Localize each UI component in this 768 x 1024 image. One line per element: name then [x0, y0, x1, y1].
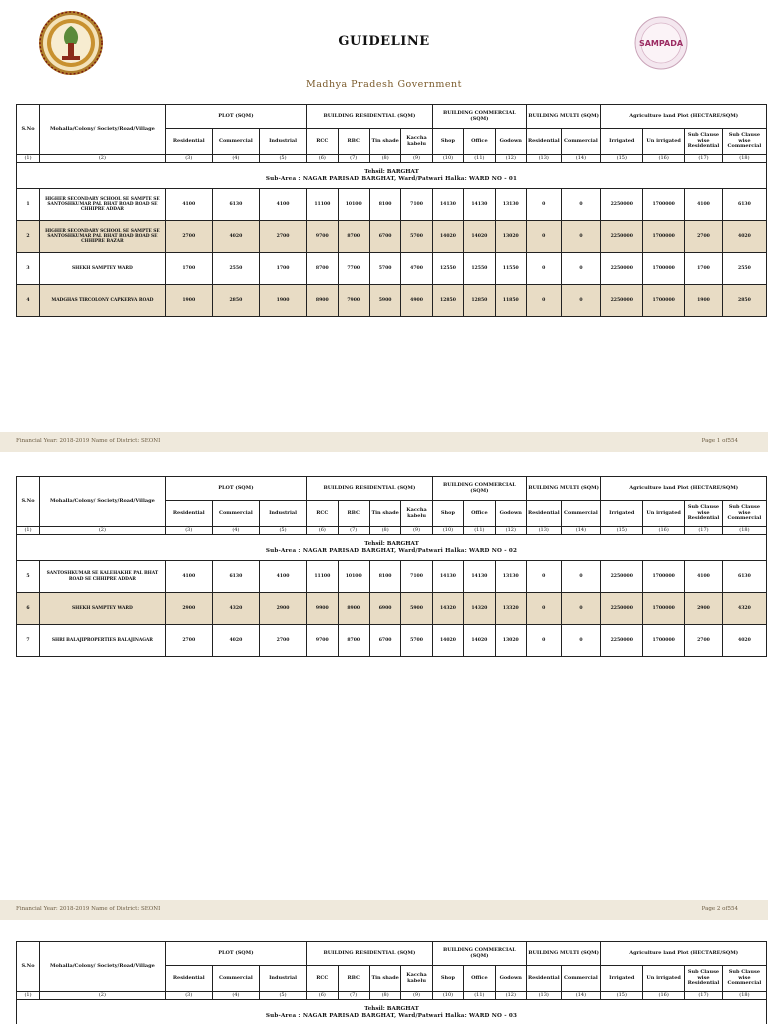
col-group-residential: BUILDING RESIDENTIAL (SQM) [307, 942, 433, 966]
row-rate: 12550 [464, 253, 495, 285]
col-header-sub: RBC [338, 501, 369, 527]
col-header-sub: Kaccha kabelu [401, 501, 432, 527]
row-rate: 13020 [495, 221, 526, 253]
row-locality: SANTOSHKUMAR SE KALEHAKHE PAL BHAT ROAD SE CHHIPRE ADDAR [40, 561, 166, 593]
page-title: GUIDELINE [338, 34, 430, 49]
col-header-sub: Residential [165, 501, 212, 527]
col-header-sub: Irrigated [601, 501, 643, 527]
row-rate: 4320 [212, 593, 259, 625]
row-rate: 10100 [338, 189, 369, 221]
col-number: (13) [526, 155, 561, 163]
row-rate: 14020 [432, 625, 463, 657]
col-header-sub: Residential [526, 129, 561, 155]
col-header-locality: Mohalla/Colony/ Society/Road/Village [40, 942, 166, 992]
col-number: (16) [643, 992, 685, 1000]
row-rate: 4320 [722, 593, 766, 625]
col-number: (3) [165, 992, 212, 1000]
col-number: (3) [165, 155, 212, 163]
row-rate: 5900 [369, 285, 400, 317]
col-number: (5) [259, 527, 306, 535]
col-number: (16) [643, 527, 685, 535]
row-sno: 6 [17, 593, 40, 625]
row-rate: 12850 [432, 285, 463, 317]
row-rate: 0 [561, 561, 601, 593]
col-number: (6) [307, 992, 338, 1000]
tehsil-label: Tehsil: BARGHAT [364, 541, 419, 548]
col-header-sub: Godown [495, 966, 526, 992]
row-rate: 0 [526, 253, 561, 285]
col-number: (8) [369, 155, 400, 163]
section-heading [17, 1000, 767, 1024]
row-rate: 2700 [685, 221, 723, 253]
col-header-sub: Commercial [212, 129, 259, 155]
col-header-sub: Shop [432, 129, 463, 155]
section-heading [17, 535, 767, 561]
guideline-table [16, 476, 767, 657]
col-header-sub: Tin shade [369, 966, 400, 992]
row-rate: 14020 [432, 221, 463, 253]
guideline-table [16, 104, 767, 317]
row-rate: 2700 [165, 221, 212, 253]
row-rate: 1700000 [643, 593, 685, 625]
row-rate: 2250000 [601, 561, 643, 593]
row-rate: 8700 [338, 625, 369, 657]
row-rate: 1900 [685, 285, 723, 317]
row-rate: 2850 [722, 285, 766, 317]
row-rate: 14320 [432, 593, 463, 625]
row-rate: 14130 [464, 561, 495, 593]
row-rate: 1700000 [643, 221, 685, 253]
col-number: (5) [259, 992, 306, 1000]
col-group-commercial: BUILDING COMMERCIAL (SQM) [432, 477, 526, 501]
row-rate: 2900 [259, 593, 306, 625]
row-rate: 0 [561, 253, 601, 285]
page-subtitle: Madhya Pradesh Government [306, 79, 462, 90]
table-row [17, 221, 767, 253]
col-header-sub: Godown [495, 129, 526, 155]
col-number: (12) [495, 155, 526, 163]
row-rate: 14130 [464, 189, 495, 221]
row-rate: 0 [526, 221, 561, 253]
row-rate: 6130 [212, 561, 259, 593]
col-header-sub: RCC [307, 129, 338, 155]
col-header-sub: Irrigated [601, 129, 643, 155]
row-rate: 0 [561, 625, 601, 657]
col-header-sub: Shop [432, 501, 463, 527]
col-header-sub: Office [464, 129, 495, 155]
table-row [17, 625, 767, 657]
row-sno: 5 [17, 561, 40, 593]
col-group-multi: BUILDING MULTI (SQM) [526, 105, 600, 129]
col-group-plot: PLOT (SQM) [165, 477, 306, 501]
section-heading [17, 163, 767, 189]
row-rate: 0 [526, 285, 561, 317]
row-rate: 9900 [307, 593, 338, 625]
col-group-commercial: BUILDING COMMERCIAL (SQM) [432, 105, 526, 129]
row-rate: 2900 [165, 593, 212, 625]
col-header-sub: Tin shade [369, 129, 400, 155]
row-sno: 2 [17, 221, 40, 253]
col-header-locality: Mohalla/Colony/ Society/Road/Village [40, 105, 166, 155]
row-rate: 4700 [401, 253, 432, 285]
subarea-label: Sub-Area : NAGAR PARISAD BARGHAT, Ward/Patwari Halka: WARD NO - 03 [265, 1012, 518, 1019]
col-number: (1) [17, 992, 40, 1000]
col-group-agri: Agriculture land Plot (HECTARE/SQM) [601, 477, 767, 501]
row-rate: 13320 [495, 593, 526, 625]
col-number: (9) [401, 992, 432, 1000]
page-header [0, 0, 768, 100]
col-header-sub: Irrigated [601, 966, 643, 992]
col-header-sub: Sub Clause wise Residential [685, 501, 723, 527]
col-number: (14) [561, 155, 601, 163]
row-rate: 6900 [369, 593, 400, 625]
row-locality: HIGHER SECONDARY SCHOOL SE SAMPTE SE SANTOSHKUMAR PAL BHAT ROAD ROAD SE CHHIPRE BAZAR [40, 221, 166, 253]
row-rate: 9700 [307, 625, 338, 657]
col-header-sub: RBC [338, 129, 369, 155]
row-rate: 14020 [464, 625, 495, 657]
row-rate: 14130 [432, 561, 463, 593]
row-rate: 1900 [259, 285, 306, 317]
row-rate: 6130 [722, 561, 766, 593]
page-footer [0, 432, 768, 452]
col-header-sub: Sub Clause wise Residential [685, 129, 723, 155]
row-rate: 2250000 [601, 285, 643, 317]
row-locality: SHEKH SAMPTEY WARD [40, 593, 166, 625]
col-number: (17) [685, 155, 723, 163]
row-rate: 2700 [165, 625, 212, 657]
col-header-sub: RBC [338, 966, 369, 992]
row-rate: 0 [526, 593, 561, 625]
row-rate: 4020 [212, 221, 259, 253]
row-rate: 4900 [401, 285, 432, 317]
row-rate: 6700 [369, 625, 400, 657]
row-rate: 2250000 [601, 253, 643, 285]
col-number: (18) [722, 992, 766, 1000]
row-rate: 2250000 [601, 593, 643, 625]
row-sno: 1 [17, 189, 40, 221]
col-number: (1) [17, 527, 40, 535]
row-sno: 4 [17, 285, 40, 317]
col-header-sub: Un irrigated [643, 966, 685, 992]
col-number: (8) [369, 527, 400, 535]
col-header-sub: Kaccha kabelu [401, 129, 432, 155]
col-number: (14) [561, 527, 601, 535]
col-header-sub: RCC [307, 501, 338, 527]
row-rate: 0 [526, 189, 561, 221]
table-row [17, 189, 767, 221]
col-number: (12) [495, 527, 526, 535]
col-number: (7) [338, 155, 369, 163]
row-rate: 4100 [165, 189, 212, 221]
row-rate: 4020 [212, 625, 259, 657]
row-rate: 0 [561, 221, 601, 253]
footer-financial-year: Financial Year: 2018-2019 Name of District: SEONI [16, 906, 161, 912]
row-locality: MADGHAS TIRCOLONY CAPKERVA ROAD [40, 285, 166, 317]
col-number: (18) [722, 155, 766, 163]
col-number: (9) [401, 155, 432, 163]
footer-financial-year: Financial Year: 2018-2019 Name of District: SEONI [16, 438, 161, 444]
col-number: (14) [561, 992, 601, 1000]
row-rate: 11100 [307, 561, 338, 593]
row-rate: 7100 [401, 561, 432, 593]
row-rate: 2250000 [601, 221, 643, 253]
row-rate: 2550 [722, 253, 766, 285]
row-rate: 4100 [259, 189, 306, 221]
col-header-sub: Office [464, 966, 495, 992]
col-number: (13) [526, 992, 561, 1000]
col-group-agri: Agriculture land Plot (HECTARE/SQM) [601, 105, 767, 129]
col-header-sno: S.No [17, 105, 40, 155]
col-header-sub: Sub Clause wise Commercial [722, 966, 766, 992]
row-rate: 8100 [369, 561, 400, 593]
col-header-sub: Un irrigated [643, 501, 685, 527]
col-number: (2) [40, 155, 166, 163]
row-rate: 8700 [307, 253, 338, 285]
row-rate: 12550 [432, 253, 463, 285]
row-rate: 12850 [464, 285, 495, 317]
col-header-locality: Mohalla/Colony/ Society/Road/Village [40, 477, 166, 527]
col-header-sno: S.No [17, 477, 40, 527]
row-rate: 1900 [165, 285, 212, 317]
row-rate: 7900 [338, 285, 369, 317]
row-rate: 9700 [307, 221, 338, 253]
col-group-plot: PLOT (SQM) [165, 105, 306, 129]
row-rate: 11100 [307, 189, 338, 221]
col-header-sub: Commercial [561, 966, 601, 992]
col-header-sub: Residential [526, 501, 561, 527]
row-rate: 14020 [464, 221, 495, 253]
row-rate: 4100 [685, 189, 723, 221]
col-number: (12) [495, 992, 526, 1000]
col-number: (2) [40, 527, 166, 535]
row-rate: 5700 [401, 221, 432, 253]
row-rate: 13130 [495, 189, 526, 221]
row-rate: 2700 [259, 625, 306, 657]
row-rate: 1700000 [643, 285, 685, 317]
row-rate: 8900 [307, 285, 338, 317]
col-number: (11) [464, 155, 495, 163]
row-rate: 4100 [685, 561, 723, 593]
row-rate: 2700 [259, 221, 306, 253]
page-footer [0, 900, 768, 920]
table-row [17, 285, 767, 317]
row-rate: 1700000 [643, 253, 685, 285]
row-rate: 13020 [495, 625, 526, 657]
tehsil-label: Tehsil: BARGHAT [364, 169, 419, 176]
col-number: (11) [464, 527, 495, 535]
col-header-sub: Sub Clause wise Commercial [722, 501, 766, 527]
col-header-sub: Industrial [259, 129, 306, 155]
col-number: (4) [212, 527, 259, 535]
row-rate: 10100 [338, 561, 369, 593]
col-header-sub: RCC [307, 966, 338, 992]
col-number: (4) [212, 992, 259, 1000]
col-header-sno: S.No [17, 942, 40, 992]
row-rate: 14320 [464, 593, 495, 625]
col-header-sub: Residential [165, 966, 212, 992]
col-number: (10) [432, 527, 463, 535]
col-number: (17) [685, 527, 723, 535]
footer-page-number: Page 1 of554 [701, 438, 738, 444]
row-rate: 8700 [338, 221, 369, 253]
col-header-sub: Residential [526, 966, 561, 992]
row-rate: 2900 [685, 593, 723, 625]
row-rate: 8900 [338, 593, 369, 625]
col-group-commercial: BUILDING COMMERCIAL (SQM) [432, 942, 526, 966]
table-row [17, 593, 767, 625]
row-rate: 6130 [212, 189, 259, 221]
col-group-multi: BUILDING MULTI (SQM) [526, 477, 600, 501]
col-header-sub: Un irrigated [643, 129, 685, 155]
col-number: (9) [401, 527, 432, 535]
row-rate: 11550 [495, 253, 526, 285]
col-header-sub: Industrial [259, 501, 306, 527]
col-header-sub: Residential [165, 129, 212, 155]
sampada-logo-text: SAMPADA [638, 39, 684, 48]
row-rate: 6700 [369, 221, 400, 253]
col-header-sub: Commercial [561, 129, 601, 155]
subarea-label: Sub-Area : NAGAR PARISAD BARGHAT, Ward/Patwari Halka: WARD NO - 01 [265, 175, 518, 182]
col-number: (15) [601, 992, 643, 1000]
col-header-sub: Godown [495, 501, 526, 527]
col-group-agri: Agriculture land Plot (HECTARE/SQM) [601, 942, 767, 966]
row-rate: 6130 [722, 189, 766, 221]
col-header-sub: Shop [432, 966, 463, 992]
row-locality: HIGHER SECONDARY SCHOOL SE SAMPTE SE SANTOSHKUMAR PAL BHAT ROAD ROAD SE CHHIPRE ADDAR [40, 189, 166, 221]
row-rate: 1700 [259, 253, 306, 285]
row-rate: 0 [561, 189, 601, 221]
col-header-sub: Sub Clause wise Residential [685, 966, 723, 992]
row-rate: 1700000 [643, 189, 685, 221]
col-number: (10) [432, 992, 463, 1000]
row-sno: 7 [17, 625, 40, 657]
row-rate: 5900 [401, 593, 432, 625]
col-header-sub: Kaccha kabelu [401, 966, 432, 992]
col-number: (18) [722, 527, 766, 535]
row-rate: 0 [561, 285, 601, 317]
col-number: (10) [432, 155, 463, 163]
col-group-residential: BUILDING RESIDENTIAL (SQM) [307, 477, 433, 501]
col-number: (5) [259, 155, 306, 163]
col-number: (8) [369, 992, 400, 1000]
col-number: (15) [601, 527, 643, 535]
row-rate: 4020 [722, 221, 766, 253]
col-number: (3) [165, 527, 212, 535]
row-rate: 5700 [369, 253, 400, 285]
row-rate: 8100 [369, 189, 400, 221]
col-number: (6) [307, 155, 338, 163]
row-rate: 4100 [165, 561, 212, 593]
row-rate: 0 [526, 561, 561, 593]
col-number: (13) [526, 527, 561, 535]
col-header-sub: Industrial [259, 966, 306, 992]
row-rate: 0 [561, 593, 601, 625]
guideline-table [16, 941, 767, 1024]
col-header-sub: Commercial [212, 501, 259, 527]
row-rate: 2700 [685, 625, 723, 657]
row-rate: 2550 [212, 253, 259, 285]
row-rate: 1700 [165, 253, 212, 285]
col-number: (4) [212, 155, 259, 163]
col-number: (7) [338, 527, 369, 535]
row-rate: 4100 [259, 561, 306, 593]
col-number: (2) [40, 992, 166, 1000]
row-rate: 13130 [495, 561, 526, 593]
row-locality: SHRI BALAJIPROPERTIES BALAJINAGAR [40, 625, 166, 657]
row-rate: 1700 [685, 253, 723, 285]
row-rate: 2850 [212, 285, 259, 317]
row-rate: 2250000 [601, 625, 643, 657]
row-rate: 7100 [401, 189, 432, 221]
col-number: (6) [307, 527, 338, 535]
col-header-sub: Tin shade [369, 501, 400, 527]
table-row [17, 561, 767, 593]
col-header-sub: Office [464, 501, 495, 527]
row-rate: 1700000 [643, 625, 685, 657]
col-header-sub: Sub Clause wise Commercial [722, 129, 766, 155]
row-rate: 2250000 [601, 189, 643, 221]
row-rate: 7700 [338, 253, 369, 285]
row-sno: 3 [17, 253, 40, 285]
tehsil-label: Tehsil: BARGHAT [364, 1006, 419, 1013]
row-rate: 4020 [722, 625, 766, 657]
table-row [17, 253, 767, 285]
row-locality: SHEKH SAMPTEY WARD [40, 253, 166, 285]
col-group-residential: BUILDING RESIDENTIAL (SQM) [307, 105, 433, 129]
col-number: (15) [601, 155, 643, 163]
row-rate: 14130 [432, 189, 463, 221]
row-rate: 11850 [495, 285, 526, 317]
row-rate: 1700000 [643, 561, 685, 593]
col-number: (17) [685, 992, 723, 1000]
col-number: (11) [464, 992, 495, 1000]
col-number: (1) [17, 155, 40, 163]
row-rate: 0 [526, 625, 561, 657]
subarea-label: Sub-Area : NAGAR PARISAD BARGHAT, Ward/Patwari Halka: WARD NO - 02 [265, 547, 518, 554]
col-number: (7) [338, 992, 369, 1000]
col-header-sub: Commercial [561, 501, 601, 527]
col-group-plot: PLOT (SQM) [165, 942, 306, 966]
footer-page-number: Page 2 of554 [701, 906, 738, 912]
col-number: (16) [643, 155, 685, 163]
col-header-sub: Commercial [212, 966, 259, 992]
col-group-multi: BUILDING MULTI (SQM) [526, 942, 600, 966]
row-rate: 5700 [401, 625, 432, 657]
